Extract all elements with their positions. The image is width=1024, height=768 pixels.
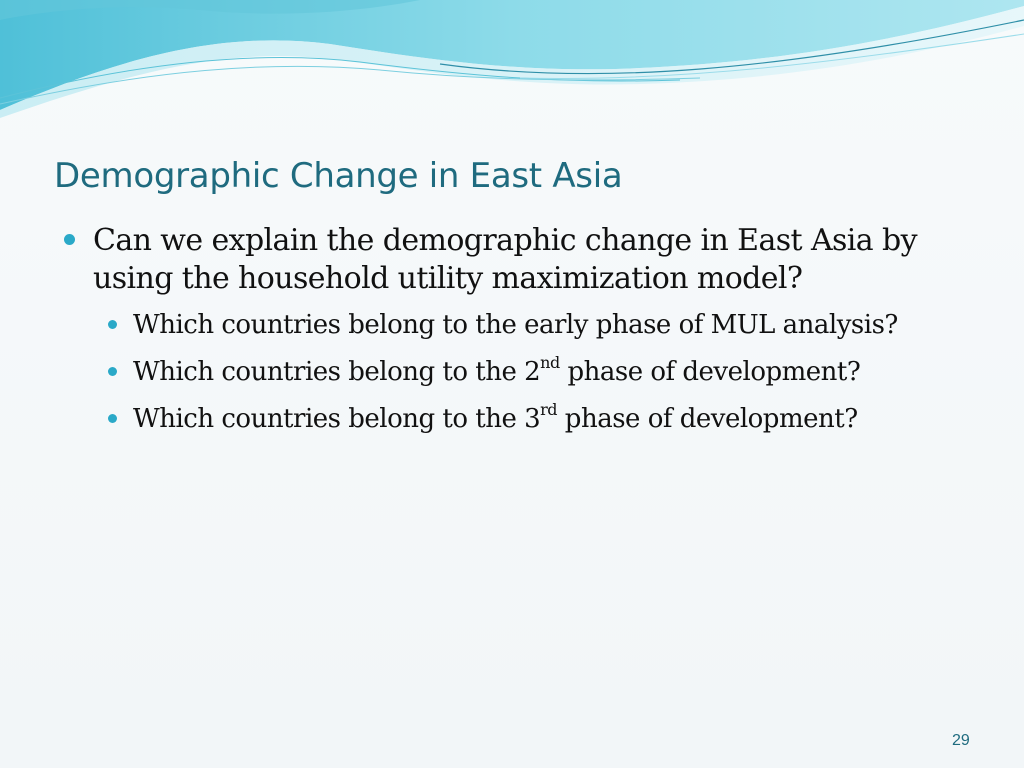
sub-bullet-3-text-after: phase of development? [557,404,858,434]
sub-bullet-dot-icon [108,414,117,423]
sub-bullet-dot-icon [108,320,117,329]
sub-bullet-2-text-before: Which countries belong to the 2 [133,357,541,387]
page-number: 29 [952,732,970,749]
slide-title: Demographic Change in East Asia [54,156,623,196]
bullet-main [62,222,962,298]
sub-bullet-2 [104,355,962,390]
bullet-dot-icon [64,234,75,245]
sub-bullet-3 [104,402,962,437]
sub-bullet-1-text: Which countries belong to the early phase of MUL analysis? [133,310,898,340]
sub-bullet-2-ordinal: nd [540,353,560,372]
slide-content [62,222,962,437]
sub-bullet-3-ordinal: rd [540,400,558,419]
sub-bullet-dot-icon [108,367,117,376]
sub-bullet-3-text-before: Which countries belong to the 3 [133,404,541,434]
sub-bullet-1 [104,308,962,343]
bullet-main-text: Can we explain the demographic change in East Asia by using the household utility maximization model? [93,223,917,296]
header-wave-decoration [0,0,1024,120]
sub-bullet-2-text-after: phase of development? [559,357,861,387]
